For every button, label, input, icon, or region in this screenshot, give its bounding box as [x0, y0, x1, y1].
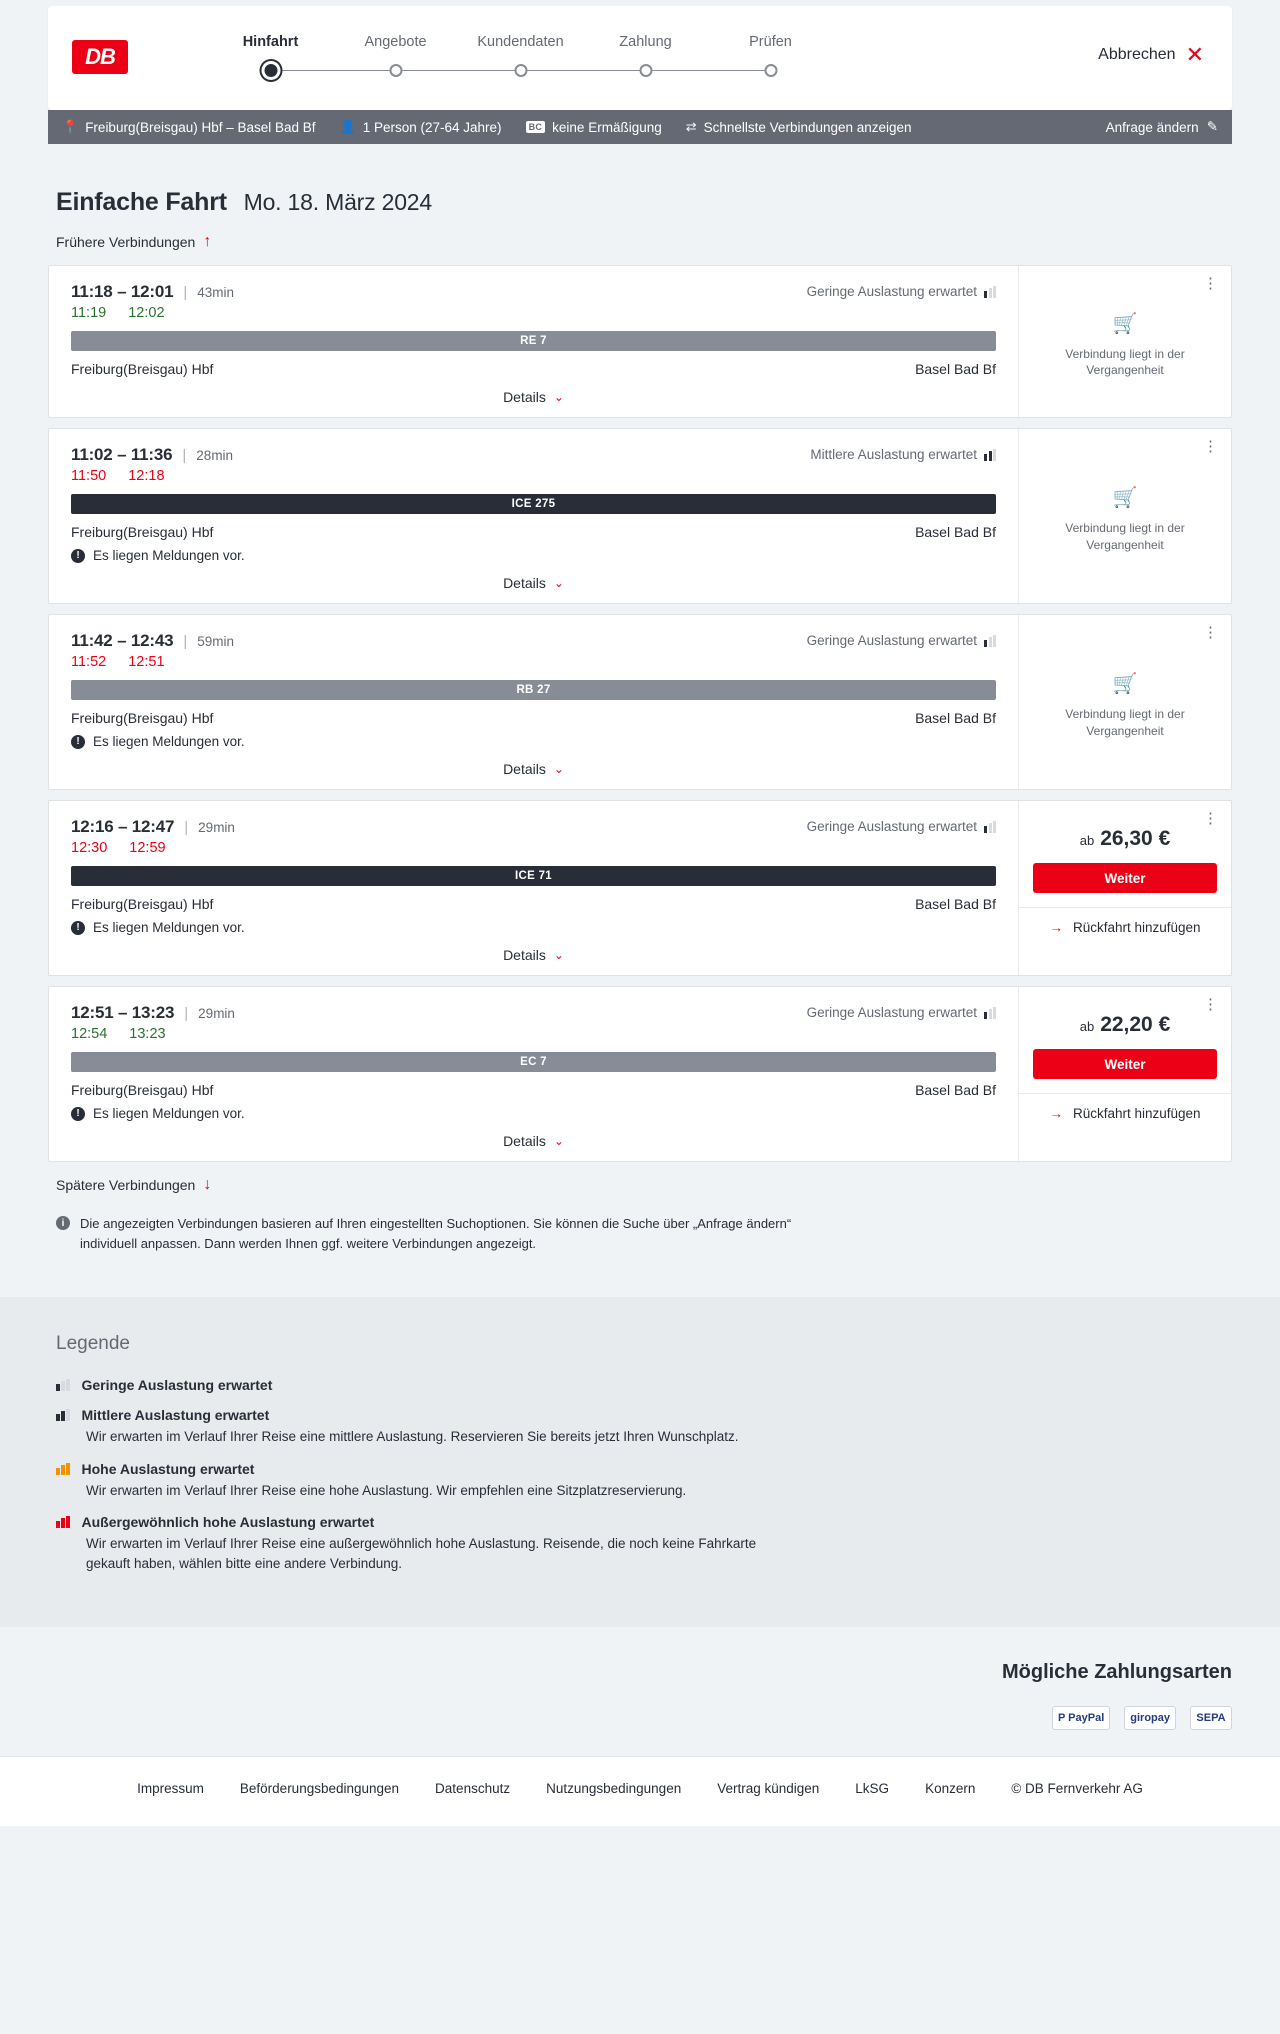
realtime-row — [71, 654, 996, 670]
time-separator: | — [182, 447, 187, 464]
utilization-bars-icon — [56, 1516, 70, 1528]
utilization-bars-icon — [56, 1379, 70, 1391]
realtime-row — [71, 468, 996, 484]
legend-item-head — [56, 1514, 1232, 1530]
realtime-row — [71, 305, 996, 321]
page-title — [56, 188, 1232, 217]
realtime-departure: 11:52 — [71, 654, 107, 670]
footer-link[interactable]: Impressum — [137, 1781, 204, 1797]
info-icon: ! — [71, 735, 85, 749]
query-route[interactable] — [62, 119, 316, 135]
station-row — [71, 1082, 996, 1098]
station-row — [71, 524, 996, 540]
step-label: Hinfahrt — [242, 34, 299, 50]
details-label: Details — [503, 1133, 546, 1149]
past-connection-notice — [1033, 624, 1219, 777]
connection-card[interactable] — [48, 428, 1232, 604]
scheduled-times: 11:18 – 12:01 — [71, 282, 174, 301]
details-label: Details — [503, 389, 546, 405]
realtime-departure: 12:30 — [71, 840, 108, 856]
realtime-departure: 12:54 — [71, 1026, 108, 1042]
step-label: Prüfen — [749, 34, 792, 50]
legend-title: Legende — [56, 1333, 130, 1354]
station-row — [71, 896, 996, 912]
scheduled-times: 11:02 – 11:36 — [71, 445, 173, 464]
price-prefix: ab — [1079, 833, 1095, 848]
connection-action-panel — [1018, 987, 1231, 1161]
duration-label: 43min — [197, 285, 235, 300]
step-dot-wrap — [708, 60, 833, 86]
legend-item — [56, 1407, 1232, 1447]
step-prüfen[interactable] — [708, 34, 833, 86]
details-label: Details — [503, 947, 546, 963]
details-toggle[interactable] — [71, 947, 996, 965]
utilization-label: Geringe Auslastung erwartet — [806, 633, 977, 648]
legend-item — [56, 1514, 1232, 1573]
query-sort[interactable] — [686, 119, 912, 135]
time-separator: | — [184, 819, 189, 836]
continue-button[interactable]: Weiter — [1033, 863, 1217, 893]
realtime-arrival: 12:02 — [128, 305, 165, 321]
time-separator: | — [183, 284, 188, 301]
close-icon[interactable]: ✕ — [1185, 42, 1204, 67]
info-icon: i — [56, 1216, 70, 1230]
change-query-button[interactable] — [1106, 119, 1218, 135]
utilization-indicator — [807, 819, 996, 834]
search-info-text: Die angezeigten Verbindungen basieren auf Ihren eingestellten Suchoptionen. Sie können die Suche über „Anfrage ändern“ individuell anpassen. Dann werden Ihnen ggf. weitere Verbindungen angezeigt. — [80, 1216, 792, 1251]
info-icon: ! — [71, 921, 85, 935]
cancel-label: Abbrechen — [1098, 46, 1176, 63]
train-bar[interactable]: RE 7 — [71, 331, 996, 351]
past-connection-text: Verbindung liegt in der Vergangenheit — [1065, 707, 1185, 738]
utilization-bars-icon — [984, 286, 996, 298]
scheduled-times: 11:42 – 12:43 — [71, 631, 174, 650]
connection-card[interactable] — [48, 265, 1232, 418]
destination-station: Basel Bad Bf — [915, 710, 996, 726]
more-options-icon[interactable]: ⋮ — [1203, 624, 1219, 641]
arrow-up-icon: ↑ — [203, 233, 212, 250]
payment-icon-paypal: P PayPal — [1052, 1706, 1110, 1730]
duration-label: 28min — [196, 448, 234, 463]
legend-section — [0, 1297, 1280, 1627]
earlier-connections-label: Frühere Verbindungen — [56, 234, 196, 250]
change-query-label: Anfrage ändern — [1105, 119, 1199, 135]
search-info-note — [56, 1214, 836, 1253]
payment-icon-sepa: SEPA — [1190, 1706, 1232, 1730]
legend-item-head — [56, 1377, 1232, 1393]
more-options-icon[interactable]: ⋮ — [1203, 438, 1219, 455]
price-prefix: ab — [1079, 1019, 1095, 1034]
connection-details — [49, 615, 1018, 789]
bahncard-icon: BC — [526, 121, 546, 133]
legend-item — [56, 1377, 1232, 1393]
payment-icon-giropay: giropay — [1124, 1706, 1176, 1730]
utilization-label: Geringe Auslastung erwartet — [806, 1005, 977, 1020]
info-icon: ! — [71, 549, 85, 563]
realtime-arrival: 12:59 — [129, 840, 166, 856]
details-toggle[interactable] — [71, 575, 996, 593]
connection-details — [49, 266, 1018, 417]
step-dot-wrap — [458, 60, 583, 86]
connection-action-panel — [1018, 801, 1231, 975]
past-connection-text: Verbindung liegt in der Vergangenheit — [1065, 521, 1185, 552]
price-row — [1033, 827, 1217, 851]
origin-station: Freiburg(Breisgau) Hbf — [71, 710, 214, 726]
query-discount[interactable] — [526, 120, 662, 135]
connection-details — [49, 987, 1018, 1161]
messages-label: Es liegen Meldungen vor. — [93, 548, 245, 563]
realtime-row — [71, 1026, 996, 1042]
footer-link[interactable]: Nutzungsbedingungen — [546, 1781, 682, 1797]
legend-list — [48, 1377, 1232, 1573]
step-dot-wrap — [583, 60, 708, 86]
messages-notice[interactable] — [71, 1106, 996, 1121]
utilization-label: Mittlere Auslastung erwartet — [810, 447, 977, 462]
connection-action-panel — [1018, 429, 1231, 603]
utilization-label: Geringe Auslastung erwartet — [806, 819, 977, 834]
connection-details — [49, 801, 1018, 975]
location-pin-icon: 📍 — [62, 119, 79, 134]
messages-notice[interactable] — [71, 734, 996, 749]
connection-action-panel — [1018, 615, 1231, 789]
details-toggle[interactable] — [71, 389, 996, 407]
legend-item — [56, 1461, 1232, 1501]
origin-station: Freiburg(Breisgau) Hbf — [71, 524, 214, 540]
utilization-indicator — [807, 284, 996, 299]
query-summary-bar — [48, 110, 1232, 144]
step-dot — [639, 64, 652, 77]
legend-item-description: Wir erwarten im Verlauf Ihrer Reise eine außergewöhnlich hohe Auslastung. Reisende, die noch keine Fahrkarte gekauft haben, wählen bitte eine andere Verbindung. — [86, 1536, 757, 1571]
destination-station: Basel Bad Bf — [915, 524, 996, 540]
legend-item-description: Wir erwarten im Verlauf Ihrer Reise eine mittlere Auslastung. Reservieren Sie bereits jetzt Ihren Wunschplatz. — [86, 1429, 739, 1444]
arrow-down-icon: ↓ — [203, 1176, 212, 1193]
query-route-label: Freiburg(Breisgau) Hbf – Basel Bad Bf — [85, 119, 316, 135]
footer-link[interactable]: Beförderungsbedingungen — [239, 1781, 400, 1797]
page-title-date: Mo. 18. März 2024 — [243, 189, 432, 215]
sort-icon: ⇄ — [685, 119, 697, 134]
continue-button[interactable]: Weiter — [1033, 1049, 1217, 1079]
footer-link[interactable]: Konzern — [925, 1781, 976, 1797]
later-connections-label: Spätere Verbindungen — [56, 1177, 196, 1193]
later-connections-button[interactable] — [56, 1176, 1232, 1194]
legend-item-head — [56, 1461, 1232, 1477]
query-sort-label: Schnellste Verbindungen anzeigen — [703, 119, 912, 135]
destination-station: Basel Bad Bf — [915, 1082, 996, 1098]
duration-label: 29min — [198, 820, 235, 835]
realtime-row — [71, 840, 996, 856]
utilization-bars-icon — [984, 449, 996, 461]
messages-label: Es liegen Meldungen vor. — [93, 734, 245, 749]
db-logo: DB — [72, 40, 128, 74]
train-bar[interactable]: ICE 275 — [71, 494, 996, 514]
chevron-down-icon: ⌄ — [553, 948, 564, 962]
pencil-icon: ✎ — [1206, 119, 1218, 134]
train-bar[interactable]: RB 27 — [71, 680, 996, 700]
more-options-icon[interactable]: ⋮ — [1203, 996, 1219, 1013]
realtime-departure: 11:19 — [71, 305, 107, 321]
add-return-trip-button[interactable] — [1019, 1093, 1231, 1121]
connection-card[interactable] — [48, 986, 1232, 1162]
details-toggle[interactable] — [71, 1133, 996, 1151]
utilization-bars-icon — [984, 821, 996, 833]
step-angebote[interactable] — [333, 34, 458, 86]
price-value: 26,30 € — [1100, 827, 1171, 850]
payment-icon-list — [48, 1706, 1232, 1730]
legend-item-head — [56, 1407, 1232, 1423]
query-passengers[interactable] — [340, 119, 502, 135]
cart-disabled-icon: 🛒 — [1112, 487, 1138, 510]
connection-list — [48, 265, 1232, 1162]
utilization-bars-icon — [56, 1463, 70, 1475]
utilization-bars-icon — [984, 635, 996, 647]
details-label: Details — [503, 761, 546, 777]
destination-station: Basel Bad Bf — [915, 896, 996, 912]
utilization-label: Geringe Auslastung erwartet — [806, 284, 977, 299]
chevron-down-icon: ⌄ — [553, 1134, 564, 1148]
details-toggle[interactable] — [71, 761, 996, 779]
utilization-indicator — [807, 1005, 996, 1020]
payment-section — [0, 1627, 1280, 1756]
station-row — [71, 361, 996, 377]
step-label: Kundendaten — [477, 34, 564, 50]
messages-notice[interactable] — [71, 548, 996, 563]
page-root — [0, 6, 1280, 1826]
destination-station: Basel Bad Bf — [915, 361, 996, 377]
train-bar[interactable]: EC 7 — [71, 1052, 996, 1072]
step-dot-wrap — [333, 60, 458, 86]
legend-item-label: Hohe Auslastung erwartet — [81, 1460, 255, 1477]
footer-link[interactable]: Vertrag kündigen — [717, 1781, 820, 1797]
legend-item-description: Wir erwarten im Verlauf Ihrer Reise eine hohe Auslastung. Wir empfehlen eine Sitzplatzreservierung. — [86, 1482, 687, 1498]
earlier-connections-button[interactable] — [56, 233, 1232, 251]
step-zahlung[interactable] — [583, 34, 708, 86]
origin-station: Freiburg(Breisgau) Hbf — [71, 1082, 214, 1098]
time-separator: | — [184, 1005, 189, 1022]
cart-disabled-icon: 🛒 — [1112, 312, 1138, 335]
footer-link[interactable]: LkSG — [855, 1781, 890, 1797]
utilization-bars-icon — [984, 1007, 996, 1019]
step-dot — [389, 64, 402, 77]
realtime-arrival: 12:18 — [128, 468, 165, 484]
time-separator: | — [183, 633, 188, 650]
footer-link[interactable]: Datenschutz — [435, 1781, 511, 1797]
realtime-arrival: 12:51 — [128, 654, 165, 670]
connection-card[interactable] — [48, 800, 1232, 976]
query-discount-label: keine Ermäßigung — [552, 119, 662, 135]
chevron-down-icon: ⌄ — [553, 576, 564, 590]
more-options-icon[interactable]: ⋮ — [1203, 275, 1219, 292]
person-icon: 👤 — [339, 119, 356, 134]
chevron-down-icon: ⌄ — [553, 390, 564, 404]
messages-label: Es liegen Meldungen vor. — [93, 920, 245, 935]
utilization-indicator — [807, 633, 996, 648]
legend-item-label: Geringe Auslastung erwartet — [81, 1377, 273, 1393]
arrow-right-icon: → — [1049, 1106, 1063, 1121]
past-connection-notice — [1033, 275, 1219, 405]
duration-label: 29min — [198, 1006, 235, 1021]
info-icon: ! — [71, 1107, 85, 1121]
footer-copyright: © DB Fernverkehr AG — [1011, 1781, 1143, 1797]
checkout-stepper — [208, 34, 833, 86]
connection-details — [49, 429, 1018, 603]
past-connection-notice — [1033, 438, 1219, 591]
query-passengers-label: 1 Person (27-64 Jahre) — [362, 119, 502, 135]
connection-card[interactable] — [48, 614, 1232, 790]
step-label: Zahlung — [619, 34, 672, 50]
chevron-down-icon: ⌄ — [553, 762, 564, 776]
messages-notice[interactable] — [71, 920, 996, 935]
legend-item-label: Außergewöhnlich hohe Auslastung erwartet — [81, 1514, 375, 1531]
messages-label: Es liegen Meldungen vor. — [93, 1106, 245, 1121]
main-content — [0, 188, 1280, 1253]
price-row — [1033, 1013, 1217, 1037]
origin-station: Freiburg(Breisgau) Hbf — [71, 361, 214, 377]
step-label: Angebote — [364, 34, 427, 50]
scheduled-times: 12:16 – 12:47 — [71, 817, 175, 836]
cart-disabled-icon: 🛒 — [1112, 673, 1138, 696]
more-options-icon[interactable]: ⋮ — [1203, 810, 1219, 827]
page-title-text: Einfache Fahrt — [56, 188, 227, 216]
footer-links — [0, 1756, 1280, 1826]
utilization-bars-icon — [56, 1409, 70, 1421]
origin-station: Freiburg(Breisgau) Hbf — [71, 896, 214, 912]
header-bar — [48, 6, 1232, 110]
arrow-right-icon: → — [1049, 920, 1063, 935]
duration-label: 59min — [197, 634, 235, 649]
step-dot-wrap — [208, 60, 333, 86]
step-dot — [264, 64, 277, 77]
cancel-button[interactable] — [1098, 44, 1204, 66]
train-bar[interactable]: ICE 71 — [71, 866, 996, 886]
step-kundendaten[interactable] — [458, 34, 583, 86]
legend-item-label: Mittlere Auslastung erwartet — [81, 1407, 270, 1423]
payment-title: Mögliche Zahlungsarten — [1001, 1661, 1232, 1684]
add-return-trip-label: Rückfahrt hinzufügen — [1072, 920, 1201, 935]
step-hinfahrt[interactable] — [208, 34, 333, 86]
price-value: 22,20 € — [1100, 1013, 1171, 1036]
station-row — [71, 710, 996, 726]
realtime-arrival: 13:23 — [129, 1026, 166, 1042]
utilization-indicator — [810, 447, 996, 462]
step-dot — [514, 64, 527, 77]
add-return-trip-label: Rückfahrt hinzufügen — [1072, 1106, 1201, 1121]
realtime-departure: 11:50 — [71, 468, 107, 484]
add-return-trip-button[interactable] — [1019, 907, 1231, 935]
details-label: Details — [503, 575, 546, 591]
past-connection-text: Verbindung liegt in der Vergangenheit — [1065, 346, 1185, 377]
connection-action-panel — [1018, 266, 1231, 417]
scheduled-times: 12:51 – 13:23 — [71, 1003, 175, 1022]
step-dot — [764, 64, 777, 77]
